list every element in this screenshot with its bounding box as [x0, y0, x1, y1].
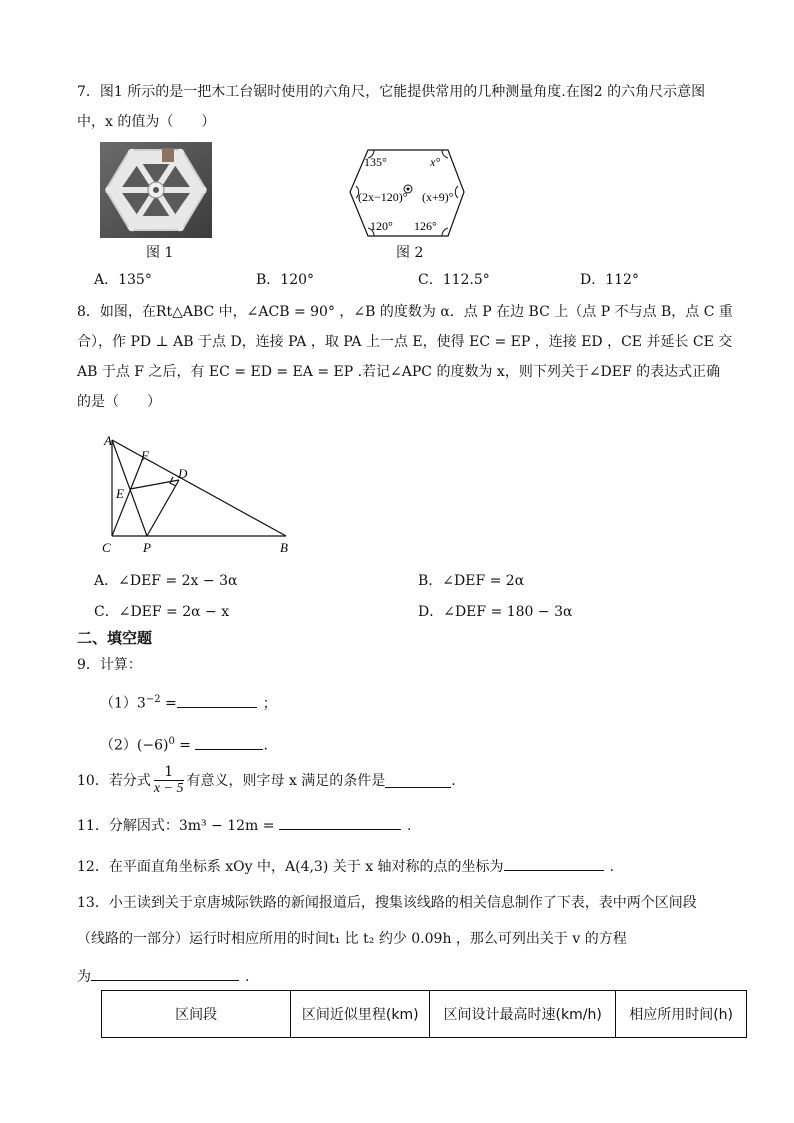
q8-option-d[interactable]: D．∠DEF = 180 − 3α [418, 604, 573, 620]
q13-stem-line3 [77, 966, 249, 987]
figure1-caption: 图 1 [146, 245, 174, 261]
vertex-label-b: B [280, 540, 288, 555]
q9-part1-equals: = [160, 695, 177, 712]
figure2-caption: 图 2 [396, 245, 424, 261]
q7-stem-line1: 7．图1 所示的是一把木工台锯时使用的六角尺，它能提供常用的几种测量角度.在图2 的六角尺示意图 [77, 84, 706, 100]
q13-stem-line1: 13．小王读到关于京唐城际铁路的新闻报道后，搜集该线路的相关信息制作了下表，表中两个区间段 [77, 895, 697, 911]
q8-stem-line4: 的是（ ） [77, 394, 161, 410]
q12-answer-blank[interactable] [504, 856, 604, 871]
q9-part1-base: （1）3 [100, 695, 146, 712]
q10-fraction [154, 764, 184, 797]
q13-prefix: 为 [77, 969, 91, 985]
q7-stem-line2: 中，x 的值为（ ） [77, 114, 216, 130]
q8-option-b[interactable]: B．∠DEF = 2α [418, 573, 525, 589]
q7-option-b[interactable]: B．120° [256, 272, 315, 288]
q9-part2-end: . [263, 737, 268, 754]
vertex-label-a: A [104, 433, 112, 448]
q7-option-c[interactable]: C．112.5° [418, 272, 490, 288]
hex-label-x-plus-9: (x+9)° [422, 190, 454, 204]
hex-label-135: 135° [364, 155, 387, 169]
q9-part1-exponent: −2 [145, 694, 161, 705]
hex-label-x: x° [430, 155, 441, 169]
q9-part1 [100, 690, 277, 714]
point-label-d: D [178, 466, 188, 481]
hexagon-ruler-photo [100, 142, 212, 238]
q13-end: . [245, 969, 250, 985]
q12-text: 12．在平面直角坐标系 xOy 中，A(4,3) 关于 x 轴对称的点的坐标为 [77, 859, 504, 875]
q10-end: . [451, 772, 456, 789]
q12-line [77, 856, 614, 877]
q9-part2-exponent: 0 [168, 736, 175, 747]
table-header-distance: 区间近似里程(km) [291, 991, 430, 1038]
q9-part1-answer-blank[interactable] [177, 693, 257, 708]
q11-end: . [406, 818, 412, 834]
q10-denominator: x − 5 [153, 781, 184, 796]
q11-answer-blank[interactable] [279, 815, 401, 830]
q13-answer-blank[interactable] [91, 966, 239, 981]
hexagon-diagram [346, 146, 468, 246]
vertex-label-c: C [102, 540, 111, 555]
q9-part2 [100, 732, 268, 756]
table-header-segment: 区间段 [102, 991, 291, 1038]
table-header-speed: 区间设计最高时速(km/h) [430, 991, 616, 1038]
q9-part2-answer-blank[interactable] [195, 735, 263, 750]
q13-stem-line2: （线路的一部分）运行时相应所用的时间t₁ 比 t₂ 约少 0.09h ，那么可列出关于 v 的方程 [77, 931, 627, 947]
point-label-f: F [141, 448, 149, 463]
q9-part2-equals: = [174, 737, 196, 754]
q9-stem: 9．计算： [77, 657, 142, 673]
q8-option-a[interactable]: A．∠DEF = 2x − 3α [94, 573, 238, 589]
q10-text: 有意义，则字母 x 满足的条件是 [186, 772, 386, 789]
hex-label-120: 120° [370, 219, 393, 233]
q8-option-c[interactable]: C．∠DEF = 2α − x [94, 604, 230, 620]
q11-line [77, 815, 411, 836]
q10-numerator: 1 [154, 764, 184, 781]
q10-prefix: 10．若分式 [77, 772, 151, 789]
q10-answer-blank[interactable] [385, 773, 451, 788]
section-heading-fill-in: 二、填空题 [77, 629, 153, 647]
q11-text: 11．分解因式：3m³ − 12m = [77, 818, 279, 834]
q12-end: . [609, 859, 614, 875]
point-label-e: E [116, 486, 124, 501]
table-header-row [102, 991, 747, 1038]
q7-option-d[interactable]: D．112° [580, 272, 639, 288]
hex-label-126: 126° [414, 219, 437, 233]
q8-stem-line2: 合），作 PD ⊥ AB 于点 D，连接 PA ，取 PA 上一点 E，使得 EC = EP ，连接 ED ，CE 并延长 CE 交 [77, 334, 733, 350]
q10-line [77, 764, 456, 797]
table-header-time: 相应所用时间(h) [616, 991, 747, 1038]
q7-option-a[interactable]: A．135° [94, 272, 152, 288]
q8-stem-line3: AB 于点 F 之后，有 EC = ED = EA = EP .若记∠APC 的度数为 x，则下列关于∠DEF 的表达式正确 [77, 364, 721, 380]
point-label-p: P [143, 540, 151, 555]
hex-label-2x-120: (2x−120)° [358, 190, 408, 204]
triangle-diagram [96, 430, 296, 564]
q9-part1-end: ； [262, 695, 277, 712]
q9-part2-base: （2）(−6) [100, 737, 169, 754]
q8-stem-line1: 8．如图，在Rt△ABC 中，∠ACB = 90° ，∠B 的度数为 α．点 P 在边 BC 上（点 P 不与点 B，点 C 重 [77, 304, 733, 320]
railway-info-table [101, 990, 747, 1038]
